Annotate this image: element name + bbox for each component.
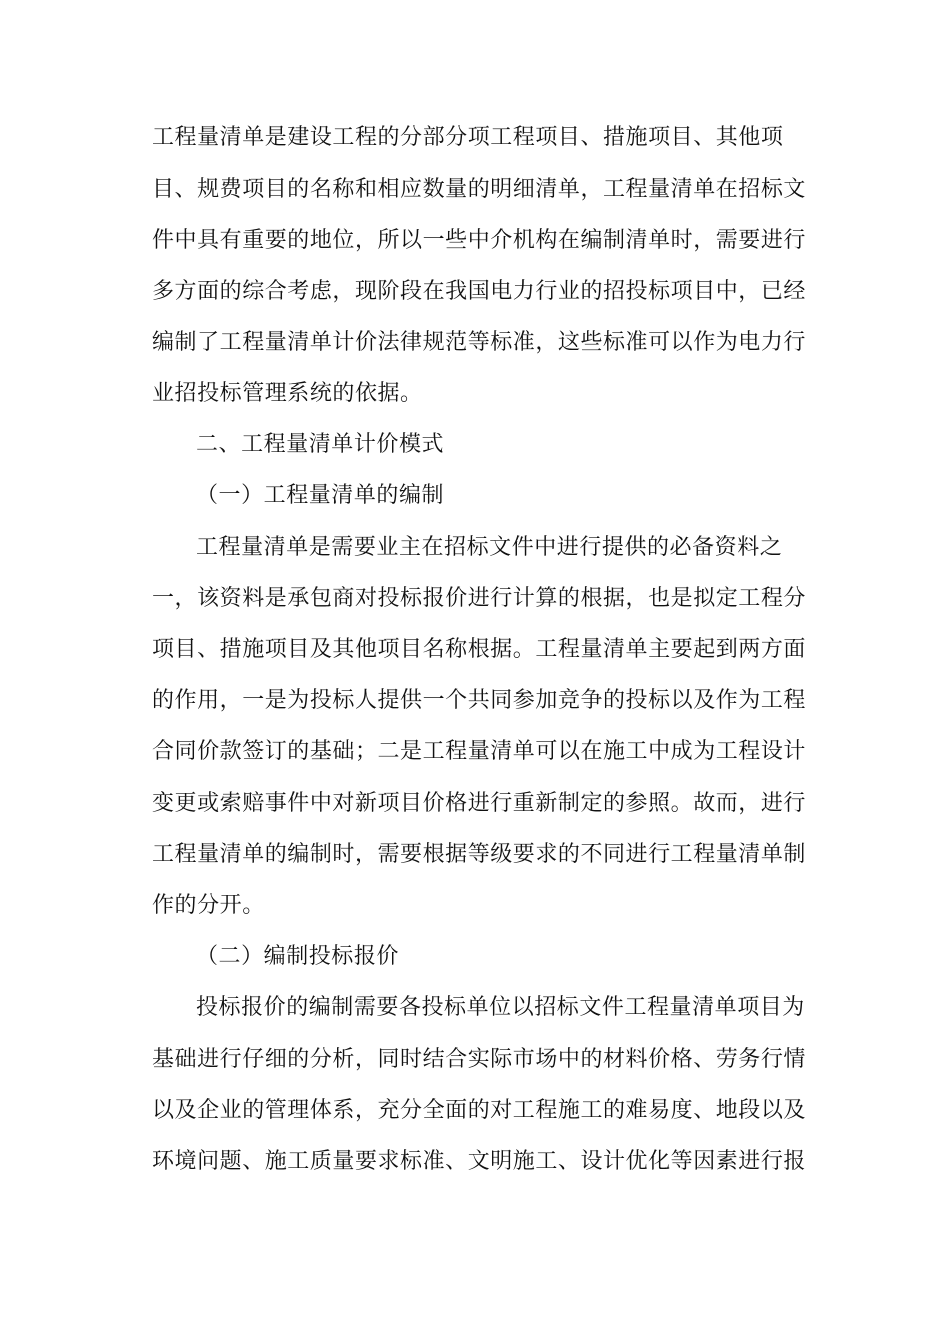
paragraph-line: 投标报价的编制需要各投标单位以招标文件工程量清单项目为 [196,995,805,1020]
paragraph-line: 变更或索赔事件中对新项目价格进行重新制定的参照。故而，进行 [152,791,806,816]
paragraph-line: 项目、措施项目及其他项目名称根据。工程量清单主要起到两方面 [152,637,806,662]
paragraph-line: 工程量清单是建设工程的分部分项工程项目、措施项目、其他项 [152,125,784,150]
paragraph-line: 工程量清单的编制时，需要根据等级要求的不同进行工程量清单制 [152,842,806,867]
paragraph-line: 环境问题、施工质量要求标准、文明施工、设计优化等因素进行报 [152,1149,806,1174]
paragraph-line: 多方面的综合考虑，现阶段在我国电力行业的招投标项目中，已经 [152,279,806,304]
subsection-heading: （二）编制投标报价 [196,944,399,969]
paragraph-line: 作的分开。 [152,893,265,918]
paragraph-line: 的作用，一是为投标人提供一个共同参加竞争的投标以及作为工程 [152,688,806,713]
section-heading: 二、工程量清单计价模式 [196,432,445,457]
subsection-heading: （一）工程量清单的编制 [196,483,445,508]
paragraph-line: 目、规费项目的名称和相应数量的明细清单，工程量清单在招标文 [152,177,806,202]
paragraph-line: 工程量清单是需要业主在招标文件中进行提供的必备资料之 [196,535,783,560]
paragraph-line: 一，该资料是承包商对投标报价进行计算的根据，也是拟定工程分 [152,586,806,611]
paragraph-line: 基础进行仔细的分析，同时结合实际市场中的材料价格、劳务行情 [152,1047,806,1072]
paragraph-line: 业招投标管理系统的依据。 [152,381,423,406]
paragraph-line: 编制了工程量清单计价法律规范等标准，这些标准可以作为电力行 [152,330,806,355]
paragraph-line: 合同价款签订的基础；二是工程量清单可以在施工中成为工程设计 [152,739,806,764]
paragraph-line: 以及企业的管理体系，充分全面的对工程施工的难易度、地段以及 [152,1098,806,1123]
paragraph-line: 件中具有重要的地位，所以一些中介机构在编制清单时，需要进行 [152,228,806,253]
